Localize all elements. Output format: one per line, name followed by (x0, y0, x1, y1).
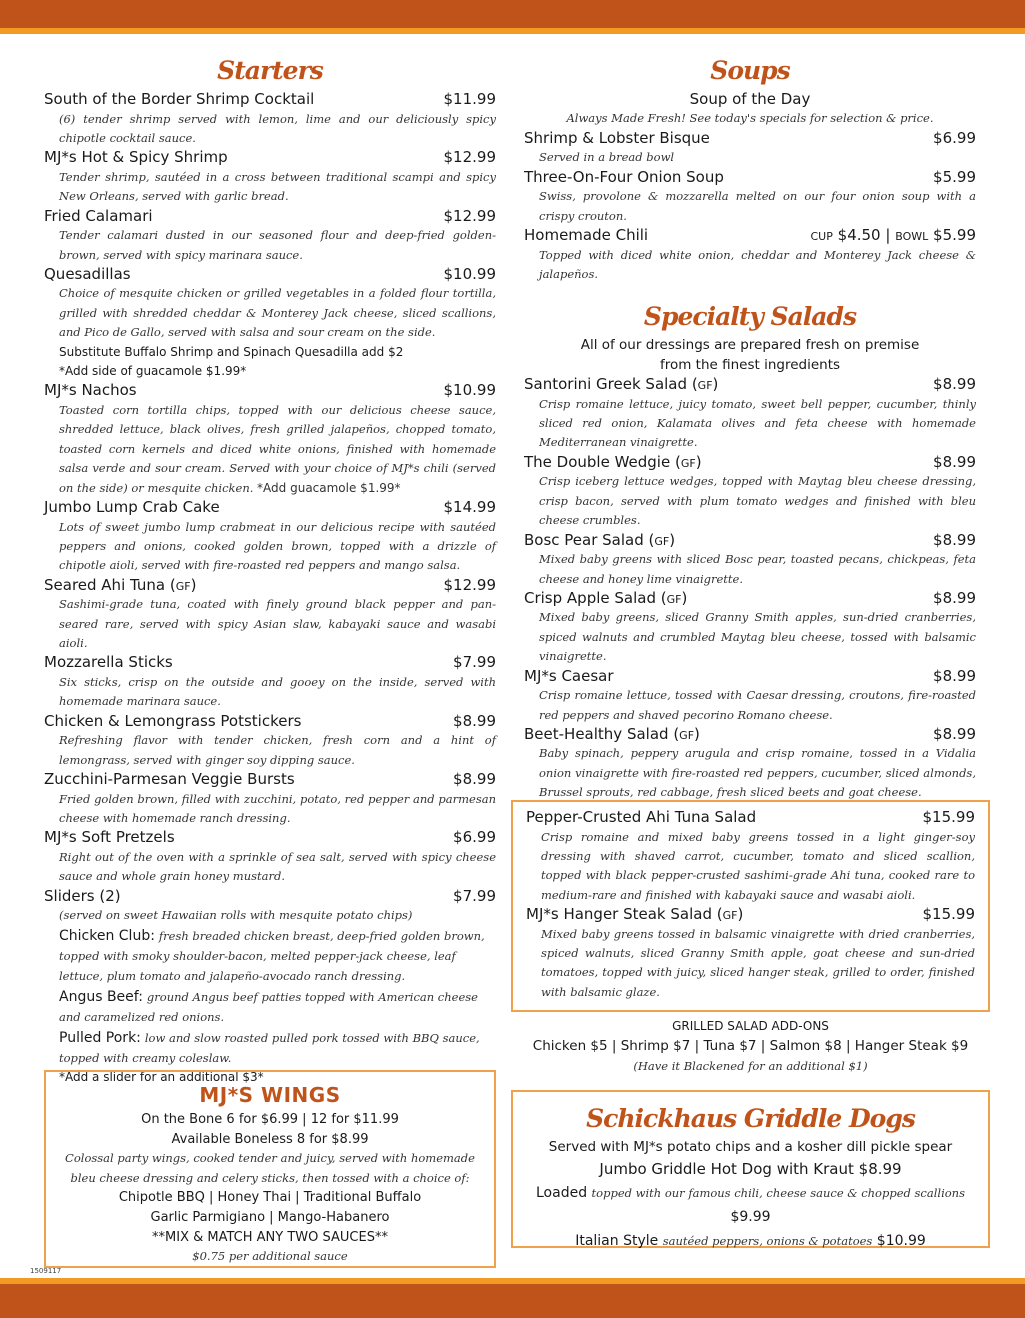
item-header (524, 589, 976, 609)
item-price: $12.99 (443, 148, 496, 167)
slider-note: *Add a slider for an additional $3* (59, 1070, 264, 1085)
menu-item (524, 375, 976, 453)
menu-item (44, 148, 496, 206)
item-name: Pepper-Crusted Ahi Tuna Salad (526, 808, 757, 826)
item-name: MJ*s Hanger Steak Salad (526, 905, 712, 924)
item-header (524, 725, 976, 745)
menu-item (44, 498, 496, 576)
item-name: Homemade Chili (524, 226, 649, 245)
item-name: South of the Border Shrimp Cocktail (44, 90, 315, 108)
menu-item (44, 207, 496, 265)
menu-item (526, 905, 975, 1002)
slider-option (44, 987, 496, 1028)
salad-addons (511, 1016, 990, 1076)
item-price: $6.99 (933, 128, 976, 147)
dog-description: topped with our famous chili, cheese sauce & chopped scallions (591, 1186, 965, 1201)
item-description-text: Right out of the oven with a sprinkle of sea salt, served with spicy cheese sauce and whole grain honey mustard. (59, 849, 496, 884)
top-border (0, 0, 1025, 28)
item-name: Zucchini-Parmesan Veggie Bursts (44, 770, 295, 789)
wings-extra-sauce: $0.75 per additional sauce (192, 1249, 348, 1264)
item-title (524, 725, 700, 745)
item-description (44, 401, 496, 498)
wings-bone-pricing: On the Bone 6 for $6.99 | 12 for $11.99 (141, 1112, 399, 1127)
item-description (524, 608, 976, 666)
dogs-title: Schickhaus Griddle Dogs (586, 1104, 915, 1133)
item-description-text: (6) tender shrimp served with lemon, lime and our deliciously spicy chipotle cocktail sauce. (59, 111, 496, 145)
item-name: MJ*s Nachos (44, 381, 137, 400)
chili-item (524, 226, 976, 284)
menu-item (44, 712, 496, 770)
item-title (44, 653, 173, 673)
item-name: Sliders (2) (44, 886, 121, 905)
dog-label: Italian Style (575, 1233, 659, 1250)
item-header (44, 770, 496, 790)
item-price: $8.99 (933, 666, 976, 685)
item-extra: Substitute Buffalo Shrimp and Spinach Quesadilla add $2 (59, 344, 404, 359)
item-title (44, 770, 295, 790)
bottom-border (0, 1284, 1025, 1318)
gluten-free-tag: (gf) (660, 588, 688, 607)
item-title (526, 905, 743, 925)
wings-mix-match: **MIX & MATCH ANY TWO SAUCES** (152, 1229, 388, 1245)
item-price: $11.99 (443, 90, 496, 108)
option-description: low and slow roasted pulled pork tossed with BBQ sauce, topped with creamy coleslaw. (59, 1030, 480, 1066)
gluten-free-tag: (gf) (648, 530, 676, 549)
item-name: MJ*s Caesar (524, 666, 614, 685)
soups-title: Soups (710, 56, 790, 85)
item-description (526, 925, 975, 1003)
item-price: $15.99 (922, 808, 975, 826)
item-header (44, 90, 496, 110)
item-header (524, 531, 976, 551)
dogs-intro: Served with MJ*s potato chips and a kosher dill pickle spear (548, 1139, 953, 1155)
loaded-dog-line (523, 1181, 978, 1229)
item-price: $8.99 (933, 530, 976, 549)
item-description (44, 731, 496, 770)
sliders-item (44, 887, 496, 1088)
item-description-text: Mixed baby greens, sliced Granny Smith apples, sun-dried cranberries, spiced walnuts and crumbled Maytag bleu cheese, tossed with balsamic vinaigrette. (539, 610, 976, 664)
addons-note: (Have it Blackened for an additional $1) (633, 1059, 868, 1073)
item-price: $8.99 (933, 588, 976, 607)
item-name: Santorini Greek Salad (524, 375, 688, 394)
item-description-text: Choice of mesquite chicken or grilled vegetables in a folded flour tortilla, grilled with shredded cheddar & Monterey Jack cheese, sliced scallions, and Pico de Gallo, served with salsa and sour cream on the side. (59, 286, 496, 340)
option-label: Pulled Pork: (59, 1029, 141, 1046)
item-description (44, 790, 496, 829)
item-name: Seared Ahi Tuna (44, 575, 166, 594)
item-description-text: Tender calamari dusted in our seasoned flour and deep-fried golden-brown, served with spicy marinara sauce. (59, 228, 496, 262)
item-title (524, 667, 614, 687)
menu-item (524, 168, 976, 226)
item-description-text: Lots of sweet jumbo lump crabmeat in our delicious recipe with sautéed peppers and onions, cooked golden brown, topped with a drizzle of chipotle aioli, served with fire-roasted red peppers and mango salsa. (59, 519, 496, 573)
item-header (44, 498, 496, 518)
premium-salads-list (526, 808, 975, 1002)
item-name: Fried Calamari (44, 206, 153, 225)
item-price: $8.99 (933, 452, 976, 471)
item-description (524, 395, 976, 453)
item-title (44, 576, 196, 596)
menu-item (524, 725, 976, 803)
item-price: $6.99 (453, 828, 496, 847)
salads-title: Specialty Salads (643, 302, 857, 332)
item-header (526, 808, 975, 828)
right-column (524, 52, 976, 803)
dog-label: Loaded (536, 1185, 588, 1202)
item-description (524, 744, 976, 802)
item-header (524, 667, 976, 687)
item-price: $7.99 (453, 653, 496, 672)
wings-box (44, 1070, 496, 1268)
item-title (44, 712, 301, 732)
item-description (44, 848, 496, 887)
italian-dog-line (523, 1229, 978, 1253)
left-column (44, 52, 496, 1088)
menu-item (44, 653, 496, 711)
item-description-text: Served in a bread bowl (539, 150, 675, 165)
item-description (524, 686, 976, 725)
item-description (524, 472, 976, 530)
item-header (526, 905, 975, 925)
wings-boneless-pricing: Available Boneless 8 for $8.99 (171, 1131, 369, 1147)
item-description (44, 168, 496, 207)
menu-item (524, 667, 976, 725)
wings-sauces-row: Chipotle BBQ | Honey Thai | Traditional Buffalo (118, 1190, 422, 1206)
item-description-text: Crisp romaine lettuce, juicy tomato, sweet bell pepper, cucumber, thinly sliced red onion, Kalamata olives and feta cheese with homemade Mediterranean vinaigrette. (539, 396, 976, 450)
bowl-label: bowl (895, 226, 929, 245)
item-name: MJ*s Hot & Spicy Shrimp (44, 148, 228, 167)
item-header (44, 653, 496, 673)
item-name: Three-On-Four Onion Soup (524, 167, 724, 186)
item-price: $10.99 (443, 264, 496, 283)
item-title (44, 498, 220, 518)
jumbo-dog-line: Jumbo Griddle Hot Dog with Kraut $8.99 (599, 1160, 902, 1179)
item-description-text: Crisp iceberg lettuce wedges, topped with Maytag bleu cheese dressing, crisp bacon, served with plum tomato wedges and finished with bleu cheese crumbles. (539, 474, 976, 528)
item-description (524, 187, 976, 226)
wings-title: MJ*S WINGS (199, 1083, 341, 1107)
item-header (524, 129, 976, 149)
item-price: $15.99 (922, 905, 975, 924)
addons-list: Chicken $5 | Shrimp $7 | Tuna $7 | Salmon $8 | Hanger Steak $9 (532, 1038, 969, 1054)
item-description-text: Mixed baby greens tossed in balsamic vinaigrette with dried cranberries, spiced walnuts, sliced Granny Smith apple, goat cheese and sun-dried tomatoes, topped with juicy, sliced hanger steak, grilled to order, finished with balsamic glaze. (541, 926, 975, 999)
salads-intro: from the finest ingredients (659, 356, 841, 373)
option-description: ground Angus beef patties topped with American cheese and caramelized red onions. (59, 989, 478, 1025)
item-name: Quesadillas (44, 264, 131, 283)
item-price (811, 226, 977, 246)
item-description (44, 226, 496, 265)
item-description: Topped with diced white onion, cheddar and Monterey Jack cheese & jalapeños. (539, 247, 976, 281)
item-title (524, 589, 687, 609)
item-description (44, 518, 496, 576)
addons-title: GRILLED SALAD ADD-ONS (672, 1019, 829, 1033)
item-description (526, 828, 975, 906)
item-description-text: Fried golden brown, filled with zucchini, potato, red pepper and parmesan cheese with homemade ranch dressing. (59, 791, 496, 825)
menu-item (524, 531, 976, 589)
item-title (44, 381, 137, 401)
item-title (524, 531, 675, 551)
item-title (524, 168, 724, 188)
menu-item (524, 453, 976, 531)
item-price: $7.99 (453, 886, 496, 905)
item-price: $8.99 (453, 711, 496, 730)
item-description-text: Crisp romaine and mixed baby greens tossed in a light ginger-soy dressing with shaved carrot, cucumber, tomato and sliced scallion, topped with black pepper-crusted sashimi-grade Ahi tuna, cooked rare to medium-rare and finished with kabayaki sauce and wasabi aioli. (541, 829, 975, 902)
item-description (44, 284, 496, 342)
item-header (44, 381, 496, 401)
item-title (524, 129, 710, 149)
option-description: fresh breaded chicken breast, deep-fried golden brown, topped with smoky shoulder-bacon, melted pepper-jack cheese, leaf lettuce, plum tomato and jalapeño-avocado ranch dressing. (59, 928, 485, 984)
item-description-text: Toasted corn tortilla chips, topped with our delicious cheese sauce, shredded lettuce, black olives, fresh grilled jalapeños, chopped tomato, toasted corn kernels and diced white onions, finished with homemade salsa verde and sour cream. Served with your choice of MJ*s chili (served on the side) or mesquite chicken. (59, 402, 496, 495)
item-title (44, 90, 314, 110)
salads-list (524, 375, 976, 803)
item-title (44, 265, 131, 285)
item-description-text: Crisp romaine lettuce, tossed with Caesar dressing, croutons, fire-roasted red peppers and shaved pecorino Romano cheese. (539, 688, 976, 722)
item-title (526, 808, 756, 828)
menu-item (526, 808, 975, 905)
item-name: Bosc Pear Salad (524, 530, 644, 549)
menu-item (44, 381, 496, 498)
item-header (44, 265, 496, 285)
slider-option (44, 926, 496, 987)
item-name: Shrimp & Lobster Bisque (524, 128, 710, 147)
item-description (524, 148, 976, 167)
item-header (44, 828, 496, 848)
dog-price: $10.99 (876, 1233, 926, 1250)
item-price: $8.99 (933, 724, 976, 743)
gluten-free-tag: (gf) (716, 905, 744, 924)
item-description-text: Six sticks, crisp on the outside and gooey on the inside, served with homemade marinara sauce. (59, 674, 496, 709)
item-header (44, 207, 496, 227)
item-name: Mozzarella Sticks (44, 653, 173, 672)
item-description-text: Baby spinach, peppery arugula and crisp romaine, tossed in a Vidalia onion vinaigrette with fire-roasted red peppers, cucumber, sliced almonds, Brussel sprouts, red cabbage, fresh sliced beets and goat cheese. (539, 746, 976, 800)
gluten-free-tag: (gf) (169, 575, 197, 594)
item-header (524, 168, 976, 188)
cup-label: cup (810, 226, 833, 245)
item-extra: *Add side of guacamole $1.99* (59, 364, 247, 379)
item-description-text: Swiss, provolone & mozzarella melted on our four onion soup with a crispy crouton. (539, 189, 976, 223)
item-price: $12.99 (443, 575, 496, 594)
item-name: Jumbo Lump Crab Cake (44, 498, 220, 516)
option-label: Chicken Club: (59, 927, 155, 944)
item-description-text: Tender shrimp, sautéed in a cross between traditional scampi and spicy New Orleans, served with garlic bread. (59, 169, 496, 204)
footer-code: 1509117 (30, 1267, 62, 1275)
item-price: $10.99 (443, 381, 496, 400)
item-description-text: Refreshing flavor with tender chicken, fresh corn and a hint of lemongrass, served with ginger soy dipping sauce. (59, 733, 496, 767)
item-price: $8.99 (453, 770, 496, 789)
item-header (524, 453, 976, 473)
item-description-text: Sashimi-grade tuna, coated with finely ground black pepper and pan-seared rare, served with spicy Asian slaw, kabayaki sauce and wasabi aioli. (59, 597, 496, 651)
option-label: Angus Beef: (59, 988, 143, 1005)
item-name: The Double Wedgie (524, 452, 671, 471)
item-description (44, 673, 496, 712)
salads-intro: All of our dressings are prepared fresh on premise (580, 337, 920, 354)
item-price: $14.99 (443, 498, 496, 516)
item-name: Beet-Healthy Salad (524, 724, 669, 743)
slider-option (44, 1028, 496, 1069)
top-border-accent (0, 28, 1025, 34)
item-description: (served on sweet Hawaiian rolls with mesquite potato chips) (59, 908, 413, 923)
gluten-free-tag: (gf) (691, 375, 719, 394)
item-name: Chicken & Lemongrass Potstickers (44, 711, 302, 730)
item-description (44, 595, 496, 653)
dog-description: sautéed peppers, onions & potatoes (662, 1234, 873, 1249)
menu-item (524, 589, 976, 667)
item-header (44, 576, 496, 596)
premium-salads-box (511, 800, 990, 1012)
menu-item (44, 576, 496, 654)
item-title (44, 148, 228, 168)
item-name: MJ*s Soft Pretzels (44, 828, 175, 847)
item-title (44, 207, 153, 227)
wings-sauces-row: Garlic Parmigiano | Mango-Habanero (150, 1209, 390, 1225)
bowl-price: $5.99 (933, 226, 976, 245)
item-title (524, 375, 718, 395)
menu-item (44, 770, 496, 828)
item-header (524, 375, 976, 395)
menu-item (524, 129, 976, 168)
item-name: Crisp Apple Salad (524, 588, 656, 607)
starters-title: Starters (217, 56, 323, 85)
soup-of-day: Soup of the Day (689, 90, 811, 108)
cup-price: $4.50 (837, 226, 881, 245)
griddle-dogs-box (511, 1090, 990, 1248)
item-price: $8.99 (933, 375, 976, 394)
item-extra: *Add guacamole $1.99* (257, 480, 401, 495)
item-price: $12.99 (443, 206, 496, 225)
menu-item (44, 828, 496, 886)
dog-price: $9.99 (730, 1209, 771, 1226)
item-price: $5.99 (933, 167, 976, 186)
soups-list (524, 129, 976, 226)
item-description-text: Mixed baby greens with sliced Bosc pear, toasted pecans, chickpeas, feta cheese and honey lime vinaigrette. (539, 552, 976, 586)
soup-of-day-description: Always Made Fresh! See today's specials for selection & price. (566, 111, 934, 126)
item-title (44, 828, 175, 848)
item-description (44, 110, 496, 149)
starters-list (44, 90, 496, 887)
price-separator: | (885, 226, 891, 245)
menu-item (44, 265, 496, 382)
item-header (44, 712, 496, 732)
item-title (524, 453, 702, 473)
gluten-free-tag: (gf) (675, 452, 702, 471)
item-header (44, 148, 496, 168)
gluten-free-tag: (gf) (673, 724, 700, 743)
menu-item (44, 90, 496, 148)
item-description (524, 550, 976, 589)
wings-description: Colossal party wings, cooked tender and juicy, served with homemade bleu cheese dressing and celery sticks, then tossed with a choice of: (65, 1151, 475, 1185)
